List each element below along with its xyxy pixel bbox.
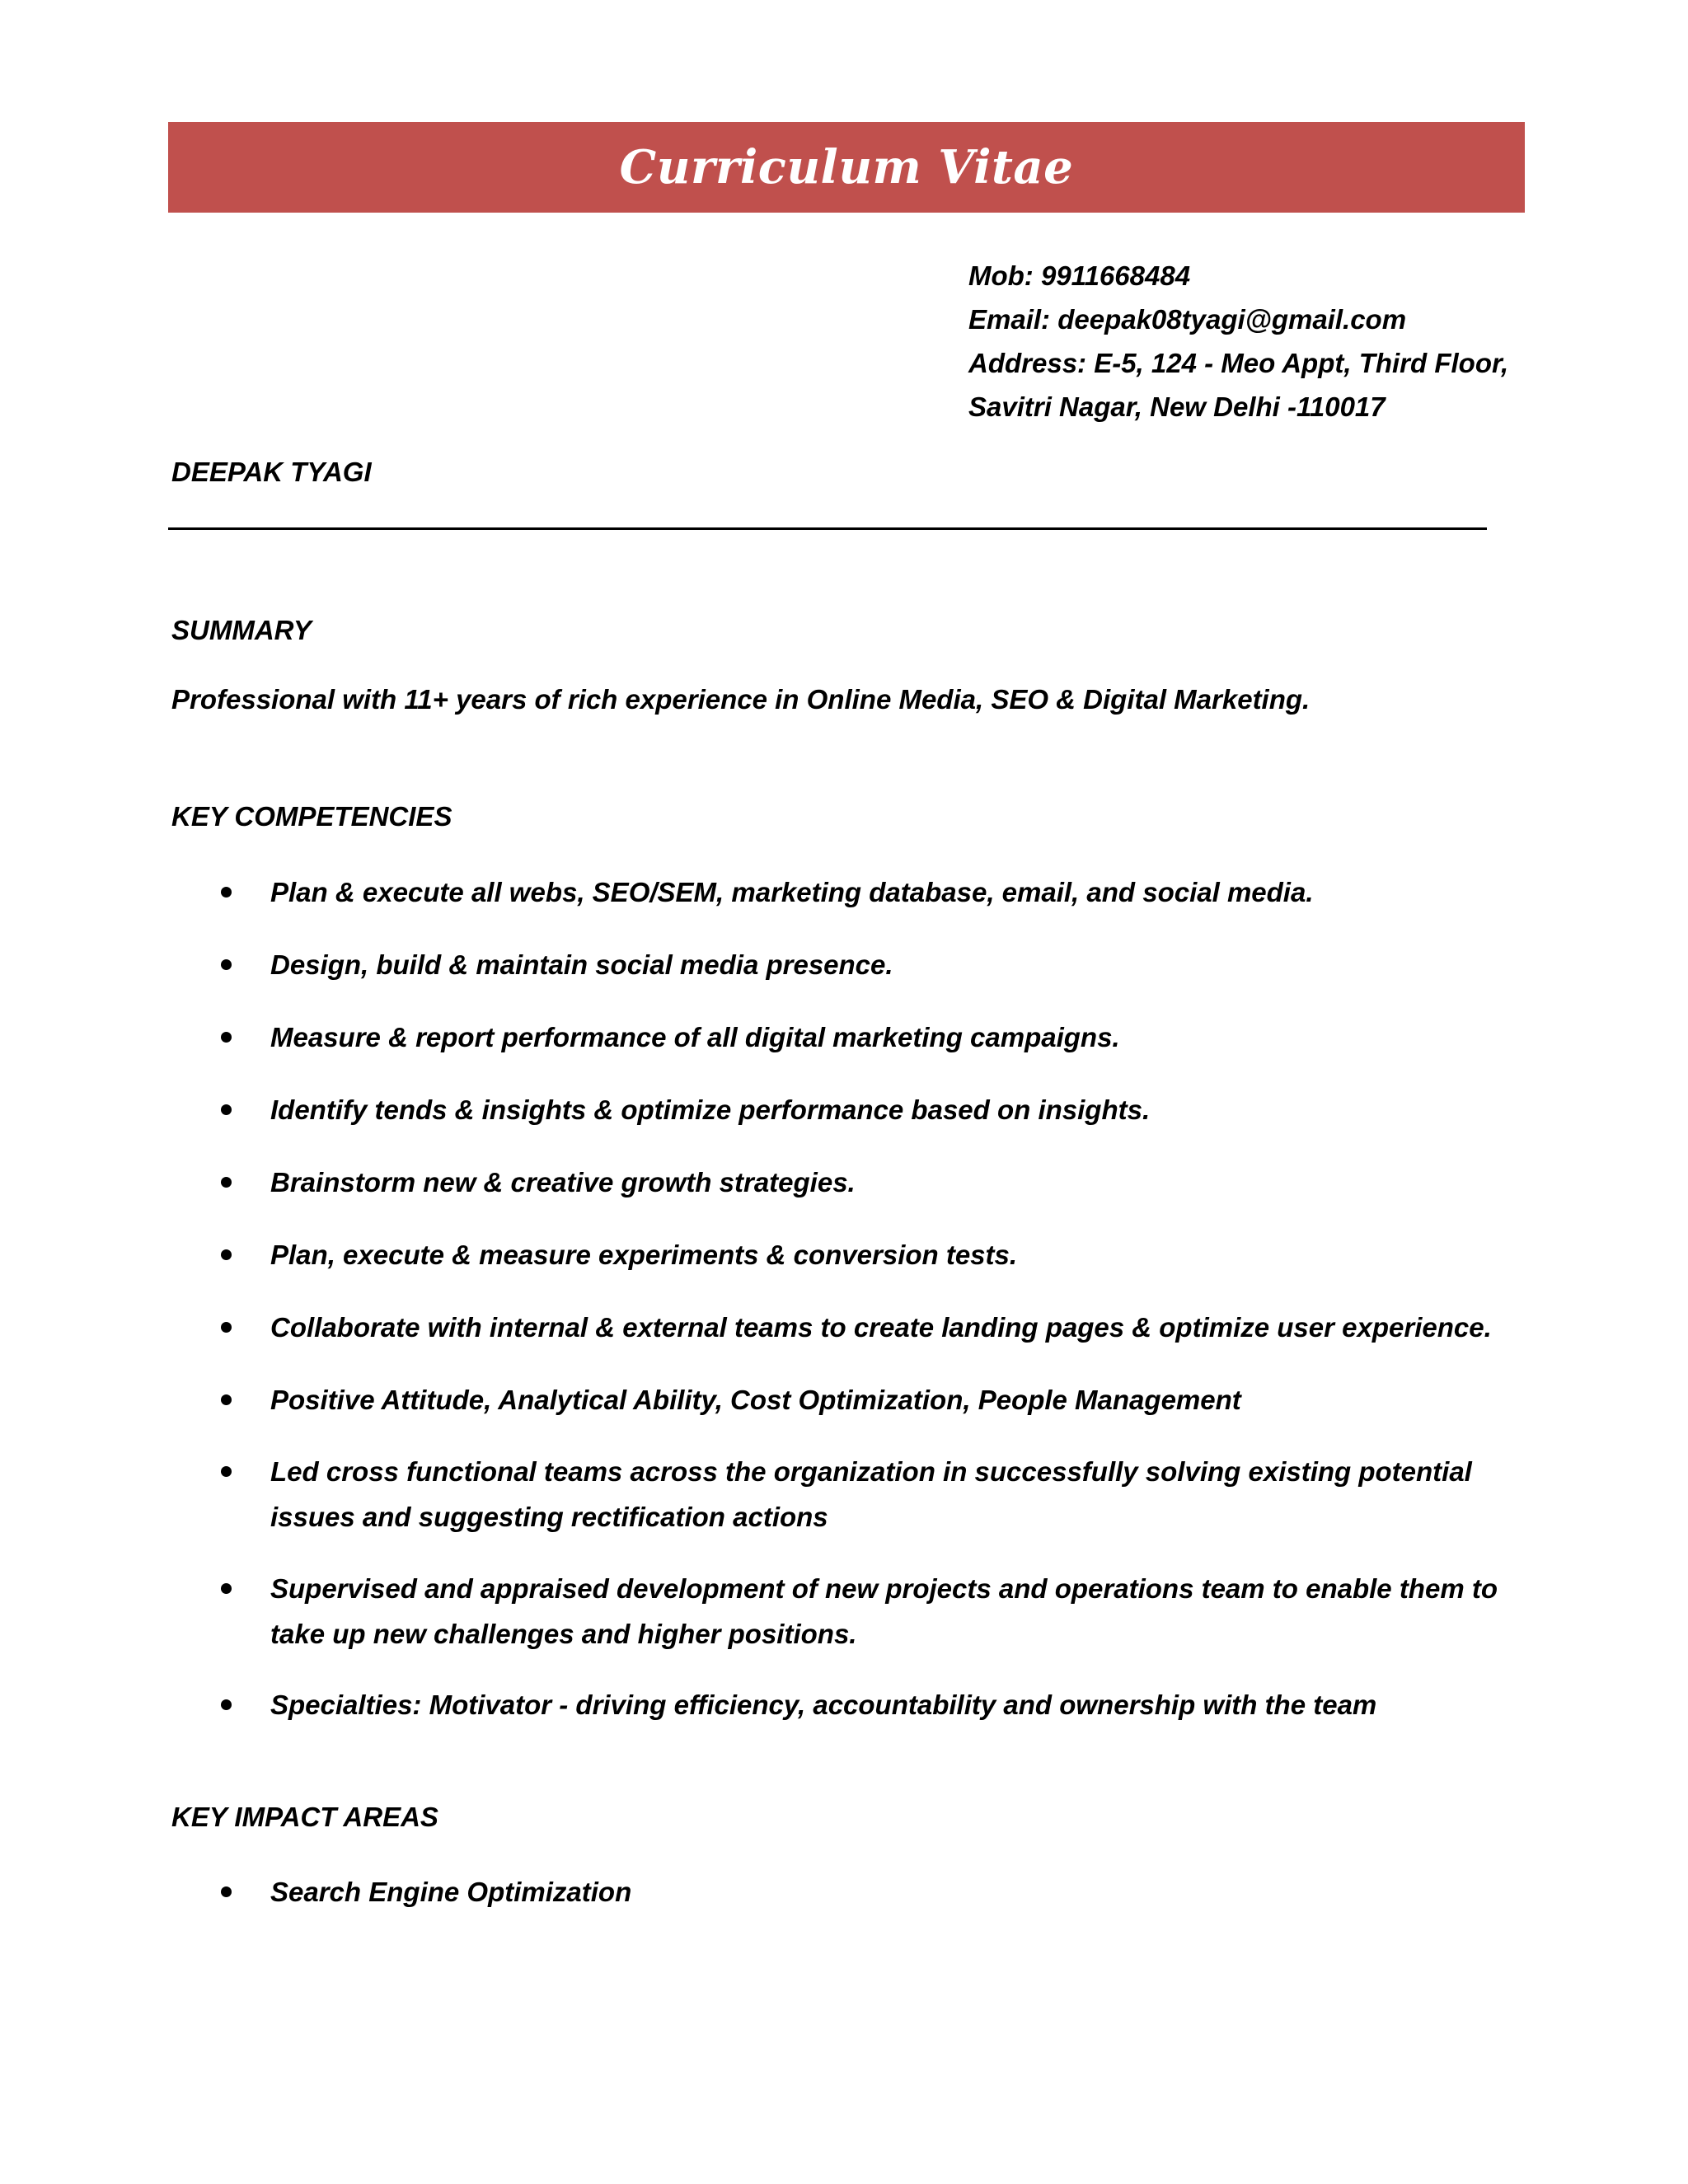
title-banner xyxy=(168,122,1525,213)
list-item-text: Plan & execute all webs, SEO/SEM, marketing database, email, and social media. xyxy=(270,877,1314,907)
bullet-icon xyxy=(221,1322,232,1333)
key-impact-areas-heading: KEY IMPACT AREAS xyxy=(171,1802,438,1832)
bullet-icon xyxy=(221,1032,232,1043)
bullet-icon xyxy=(221,1886,232,1897)
list-item-text: Supervised and appraised development of new projects and operations team to enable them to take up new challenges and higher positions. xyxy=(270,1573,1498,1649)
list-item-text: Plan, execute & measure experiments & conversion tests. xyxy=(270,1240,1018,1270)
bullet-icon xyxy=(221,1583,232,1594)
contact-email: Email: deepak08tyagi@gmail.com xyxy=(968,304,1407,335)
bullet-icon xyxy=(221,1699,232,1710)
bullet-icon xyxy=(221,1177,232,1188)
list-item-text: Identify tends & insights & optimize performance based on insights. xyxy=(270,1094,1151,1125)
contact-address-line-2: Savitri Nagar, New Delhi -110017 xyxy=(968,391,1386,422)
contact-block xyxy=(968,254,1545,429)
bullet-icon xyxy=(221,1249,232,1260)
document-title: Curriculum Vitae xyxy=(619,140,1074,194)
bullet-icon xyxy=(221,1394,232,1405)
list-item-text: Collaborate with internal & external teams to create landing pages & optimize user experience. xyxy=(270,1312,1492,1343)
horizontal-divider xyxy=(168,527,1487,530)
bullet-icon xyxy=(221,1104,232,1115)
summary-text: Professional with 11+ years of rich experience in Online Media, SEO & Digital Marketing. xyxy=(171,684,1311,715)
contact-address-line-1: Address: E-5, 124 - Meo Appt, Third Floor, xyxy=(968,348,1509,378)
bullet-icon xyxy=(221,1466,232,1477)
bullet-icon xyxy=(221,959,232,970)
list-item-text: Brainstorm new & creative growth strategies. xyxy=(270,1167,856,1197)
list-item-text: Measure & report performance of all digital marketing campaigns. xyxy=(270,1022,1120,1052)
list-item-text: Led cross functional teams across the organization in successfully solving existing potential issues and suggesting rectification actions xyxy=(270,1456,1472,1532)
list-item-text: Search Engine Optimization xyxy=(270,1877,632,1907)
list-item-text: Specialties: Motivator - driving efficiency, accountability and ownership with the team xyxy=(270,1690,1377,1720)
list-item-text: Positive Attitude, Analytical Ability, Cost Optimization, People Management xyxy=(270,1385,1241,1415)
list-item-text: Design, build & maintain social media presence. xyxy=(270,949,893,980)
summary-heading: SUMMARY xyxy=(171,615,312,645)
key-competencies-heading: KEY COMPETENCIES xyxy=(171,801,452,832)
candidate-name: DEEPAK TYAGI xyxy=(171,457,372,487)
bullet-icon xyxy=(221,887,232,898)
contact-mobile: Mob: 9911668484 xyxy=(968,260,1191,291)
